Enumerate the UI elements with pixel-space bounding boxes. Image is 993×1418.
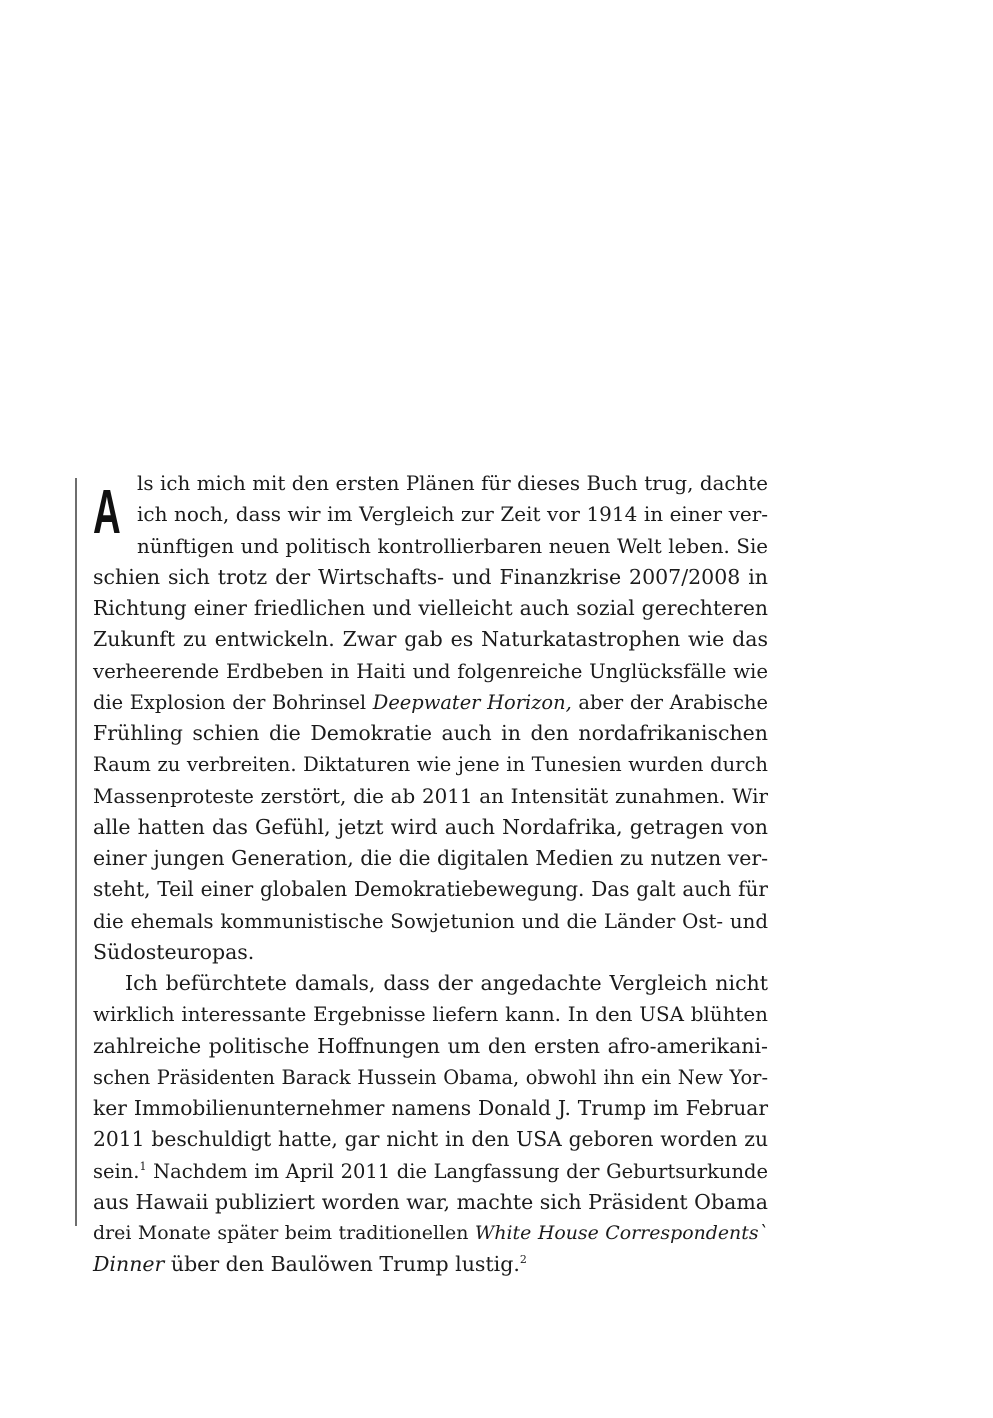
text-line: Ich befürchtete damals, dass der angedachte Vergleich nicht — [125, 971, 768, 995]
text-line: Zukunft zu entwickeln. Zwar gab es Naturkatastrophen wie das — [93, 627, 768, 652]
footnote-marker-2[interactable]: 2 — [519, 1253, 527, 1267]
margin-rule — [75, 478, 77, 1226]
text-line: aus Hawaii publiziert worden war, machte sich Präsident Obama — [93, 1189, 768, 1214]
text-line: 2011 beschuldigt hatte, gar nicht in den USA geboren worden zu — [93, 1127, 768, 1152]
text-line: alle hatten das Gefühl, jetzt wird auch Nordafrika, getragen von — [93, 814, 768, 839]
text-line: wirklich interessante Ergebnisse liefern kann. In den USA blühten — [93, 1003, 768, 1027]
text-line: ker Immobilienunternehmer namens Donald J. Trump im Februar — [93, 1096, 768, 1120]
text-line: Raum zu verbreiten. Diktaturen wie jene in Tunesien wurden durch — [93, 753, 768, 777]
text-run: über den Baulöwen Trump lustig. — [164, 1252, 520, 1277]
italic-title: Dinner — [93, 1252, 165, 1277]
body-text — [93, 468, 768, 1281]
text-line — [93, 1156, 768, 1187]
text-run: die Explosion der Bohrinsel — [93, 690, 373, 714]
text-line — [93, 1218, 768, 1249]
text-run: Nachdem im April 2011 die Langfassung der Geburtsurkunde — [146, 1159, 768, 1183]
text-line — [93, 1249, 768, 1280]
text-line: schen Präsidenten Barack Hussein Obama, obwohl ihn ein New Yor- — [93, 1065, 768, 1089]
text-line: ls ich mich mit den ersten Plänen für dieses Buch trug, dachte — [137, 472, 768, 495]
text-line: Richtung einer friedlichen und vielleicht auch sozial gerechteren — [93, 596, 768, 620]
text-run: sein. — [93, 1159, 140, 1183]
text-line: ich noch, dass wir im Vergleich zur Zeit vor 1914 in einer ver- — [137, 502, 768, 527]
text-line: die ehemals kommunistische Sowjetunion und die Länder Ost- und — [93, 909, 768, 933]
paragraph-1 — [93, 468, 768, 968]
text-line: steht, Teil einer globalen Demokratiebewegung. Das galt auch für — [93, 877, 768, 902]
italic-title: White House Correspondents` — [474, 1222, 768, 1244]
paragraph-2 — [93, 968, 768, 1281]
text-line: Frühling schien die Demokratie auch in den nordafrikanischen — [93, 721, 768, 745]
text-line: Massenproteste zerstört, die ab 2011 an Intensität zunahmen. Wir — [93, 784, 768, 808]
text-line: schien sich trotz der Wirtschafts- und Finanzkrise 2007/2008 in — [93, 564, 768, 589]
text-line: einer jungen Generation, die die digitalen Medien zu nutzen ver- — [93, 846, 769, 870]
text-line: zahlreiche politische Hoffnungen um den ersten afro-amerikani- — [93, 1033, 768, 1058]
italic-title: Deepwater Horizon, — [372, 690, 572, 714]
text-run: drei Monate später beim traditionellen — [93, 1222, 475, 1244]
text-line: Südosteuropas. — [93, 939, 255, 964]
drop-cap: A — [93, 478, 121, 547]
text-line: nünftigen und politisch kontrollierbaren neuen Welt leben. Sie — [137, 534, 768, 558]
text-run: aber der Arabische — [571, 690, 768, 714]
text-line — [93, 687, 768, 718]
text-line: verheerende Erdbeben in Haiti und folgenreiche Unglücksfälle wie — [93, 659, 768, 683]
footnote-marker-1[interactable]: 1 — [139, 1159, 147, 1173]
